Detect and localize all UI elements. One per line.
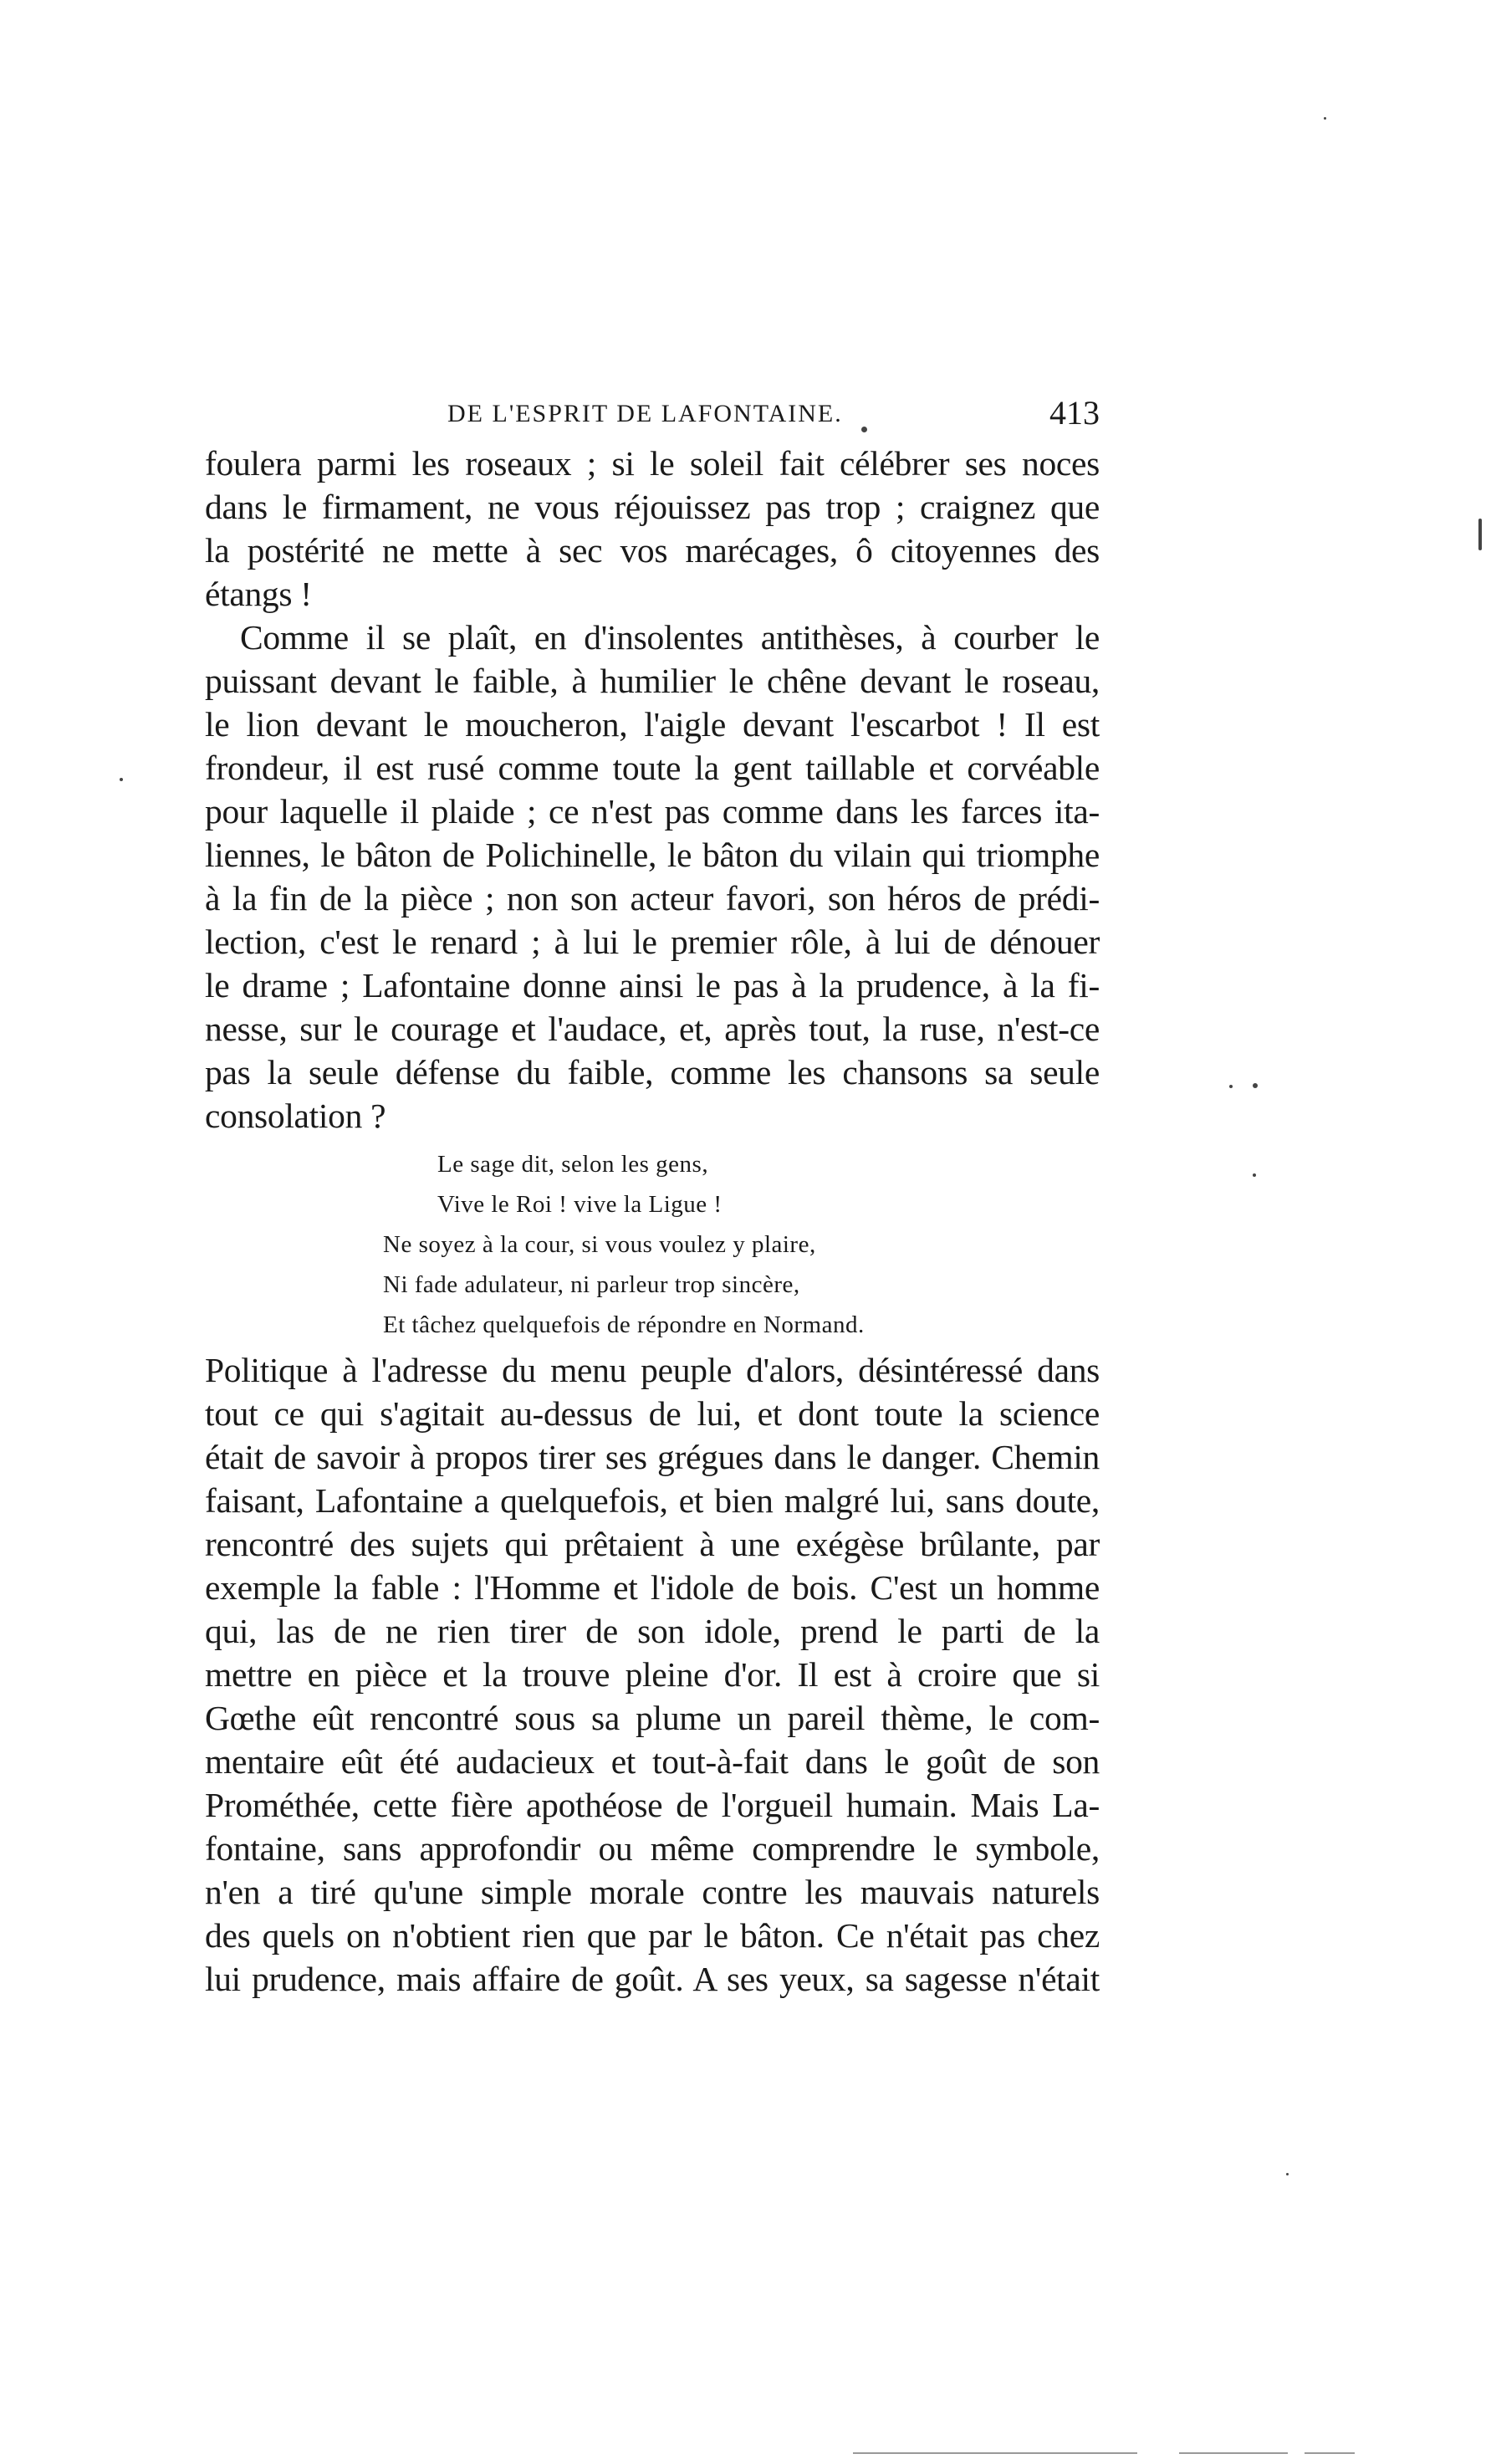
- verse-line: Le sage dit, selon les gens,: [437, 1151, 709, 1178]
- text-line: étangs !: [205, 575, 312, 613]
- scan-edge-line: [853, 2452, 1137, 2454]
- text-line: tout ce qui s'agitait au-dessus de lui, et dont toute la science: [205, 1394, 1100, 1433]
- text-line: consolation ?: [205, 1097, 386, 1135]
- text-line: exemple la fable : l'Homme et l'idole de bois. C'est un homme: [205, 1568, 1100, 1607]
- text-line: dans le firmament, ne vous réjouissez pas trop ; craignez que: [205, 488, 1100, 526]
- running-head: [205, 393, 1100, 435]
- text-line: liennes, le bâton de Polichinelle, le bâton du vilain qui triomphe: [205, 836, 1100, 874]
- body-text-lower: [205, 1348, 1100, 2001]
- text-line: mettre en pièce et la trouve pleine d'or. Il est à croire que si: [205, 1655, 1100, 1694]
- scan-edge-line: [1305, 2452, 1355, 2454]
- text-line: Prométhée, cette fière apothéose de l'orgueil humain. Mais La-: [205, 1786, 1100, 1824]
- text-line: la postérité ne mette à sec vos marécages, ô citoyennes des: [205, 531, 1100, 570]
- scan-speck: [1253, 1083, 1258, 1088]
- verse-line: Et tâchez quelquefois de répondre en Normand.: [383, 1311, 865, 1338]
- text-line: le lion devant le moucheron, l'aigle devant l'escarbot ! Il est: [205, 705, 1100, 744]
- verse-line: Ne soyez à la cour, si vous voulez y plaire,: [383, 1231, 816, 1258]
- text-line: nesse, sur le courage et l'audace, et, après tout, la ruse, n'est-ce: [205, 1010, 1100, 1048]
- body-text-upper: [205, 442, 1100, 1137]
- text-line: foulera parmi les roseaux ; si le soleil fait célébrer ses noces: [205, 444, 1100, 483]
- text-line: lui prudence, mais affaire de goût. A ses yeux, sa sagesse n'était: [205, 1960, 1100, 1998]
- scan-speck: [1253, 1173, 1256, 1177]
- scan-speck: [120, 778, 123, 781]
- text-line: mentaire eût été audacieux et tout-à-fait dans le goût de son: [205, 1742, 1100, 1781]
- text-line: lection, c'est le renard ; à lui le premier rôle, à lui de dénouer: [205, 923, 1100, 961]
- running-title: DE L'ESPRIT DE LAFONTAINE.: [447, 400, 843, 427]
- text-line: puissant devant le faible, à humilier le chêne devant le roseau,: [205, 662, 1100, 700]
- verse-line: Ni fade adulateur, ni parleur trop sincère,: [383, 1271, 800, 1298]
- verse-line: Vive le Roi ! vive la Ligue !: [437, 1191, 723, 1218]
- text-line: Politique à l'adresse du menu peuple d'alors, désintéressé dans: [205, 1351, 1100, 1389]
- scan-speck: [1286, 2173, 1289, 2175]
- scan-speck: [1229, 1085, 1233, 1088]
- scan-speck: [861, 427, 867, 432]
- scan-speck: [1324, 117, 1326, 120]
- text-line: rencontré des sujets qui prêtaient à une exégèse brûlante, par: [205, 1525, 1100, 1563]
- text-line: faisant, Lafontaine a quelquefois, et bien malgré lui, sans doute,: [205, 1481, 1100, 1520]
- text-line: Gœthe eût rencontré sous sa plume un pareil thème, le com-: [205, 1699, 1100, 1737]
- text-line: à la fin de la pièce ; non son acteur favori, son héros de prédi-: [205, 879, 1100, 918]
- text-line: Comme il se plaît, en d'insolentes antithèses, à courber le: [240, 618, 1100, 657]
- text-line: pour laquelle il plaide ; ce n'est pas comme dans les farces ita-: [205, 792, 1100, 831]
- text-line: le drame ; Lafontaine donne ainsi le pas à la prudence, à la fi-: [205, 966, 1100, 1005]
- text-line: n'en a tiré qu'une simple morale contre les mauvais naturels: [205, 1873, 1100, 1911]
- text-line: pas la seule défense du faible, comme les chansons sa seule: [205, 1053, 1100, 1091]
- scan-edge-line: [1179, 2452, 1288, 2454]
- text-line: était de savoir à propos tirer ses grégues dans le danger. Chemin: [205, 1438, 1100, 1476]
- text-line: des quels on n'obtient rien que par le bâton. Ce n'était pas chez: [205, 1916, 1100, 1955]
- scan-speck: [1478, 519, 1482, 550]
- page-number: 413: [1049, 394, 1100, 432]
- text-line: qui, las de ne rien tirer de son idole, prend le parti de la: [205, 1612, 1100, 1650]
- text-line: fontaine, sans approfondir ou même comprendre le symbole,: [205, 1829, 1100, 1868]
- text-line: frondeur, il est rusé comme toute la gent taillable et corvéable: [205, 749, 1100, 787]
